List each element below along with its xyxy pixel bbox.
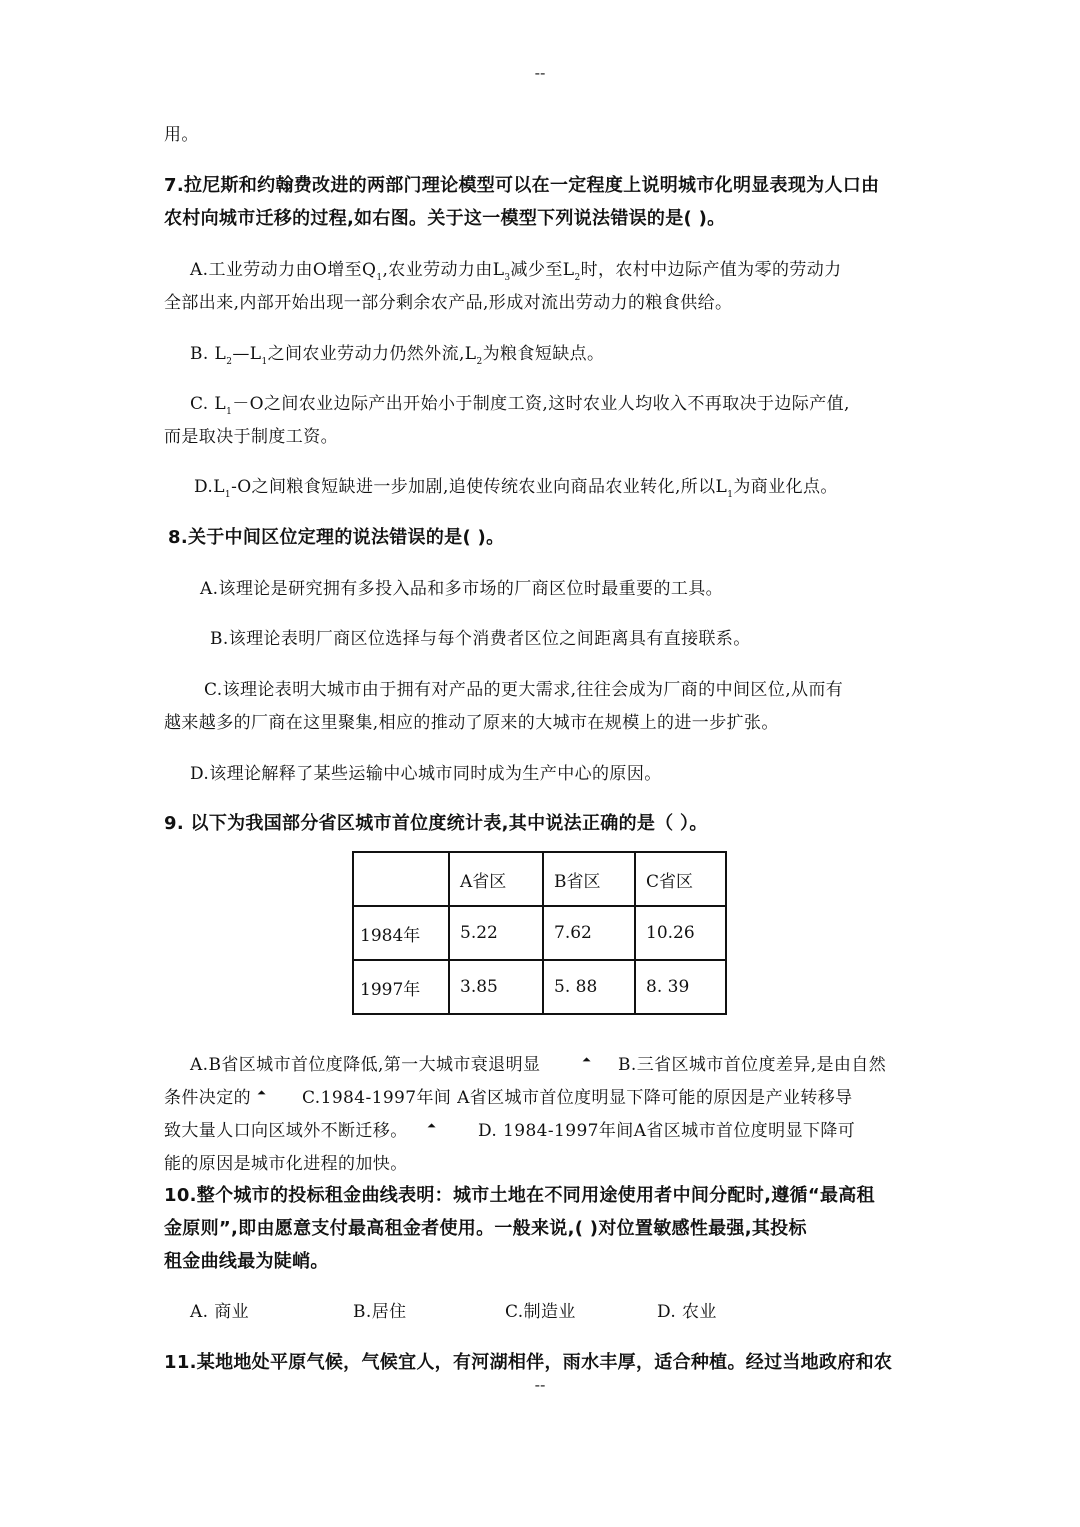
footer-mark: -- [534, 1376, 546, 1394]
paragraph-mark-icon: ⏶ [257, 1086, 266, 1099]
q7-b-text2: —L [232, 344, 262, 364]
q7-stem-line1: 7.拉尼斯和约翰费改进的两部门理论模型可以在一定程度上说明城市化明显表现为人口由 [164, 175, 880, 196]
table-header-cell: B省区 [543, 852, 635, 906]
q7-option-c-line1 [190, 389, 850, 417]
q10-option-c: C.制造业 [505, 1302, 576, 1322]
q10-stem-line1: 10.整个城市的投标租金曲线表明：城市土地在不同用途使用者中间分配时,遵循“最高租 [164, 1185, 875, 1206]
table-cell: 1984年 [353, 906, 449, 960]
q7-stem-line2: 农村向城市迁移的过程,如右图。关于这一模型下列说法错误的是( )。 [164, 208, 726, 229]
q9-options-line1a: A.B省区城市首位度降低,第一大城市衰退明显 [190, 1055, 541, 1075]
q9-options-line3a: 致大量人口向区域外不断迁移。 [164, 1121, 408, 1141]
table-header-cell [353, 852, 449, 906]
q9-options-line2b: C.1984-1997年间 A省区城市首位度明显下降可能的原因是产业转移导 [302, 1088, 853, 1108]
q7-b-text4: 为粮食短缺点。 [482, 344, 605, 364]
q8-option-c-line2: 越来越多的厂商在这里聚集,相应的推动了原来的大城市在规模上的进一步扩张。 [164, 713, 779, 733]
q9-stem: 9. 以下为我国部分省区城市首位度统计表,其中说法正确的是（ ）。 [164, 813, 708, 834]
q7-a-sub1: 1 [376, 273, 383, 283]
q7-a-text2: ,农业劳动力由L [382, 260, 505, 280]
q7-c-text1: C. L [190, 394, 227, 414]
q7-d-text2: -O之间粮食短缺进一步加剧,追使传统农业向商品农业转化,所以L [231, 477, 728, 497]
table-cell: 7.62 [543, 906, 635, 960]
q7-c-sub1: 1 [226, 407, 233, 417]
paragraph-mark-icon: ⏶ [582, 1053, 591, 1066]
q8-option-c-line1: C.该理论表明大城市由于拥有对产品的更大需求,往往会成为厂商的中间区位,从而有 [204, 680, 844, 700]
table-cell: 1997年 [353, 960, 449, 1014]
q7-d-sub2: 1 [727, 490, 734, 500]
q7-option-a-line2: 全部出来,内部开始出现一部分剩余农产品,形成对流出劳动力的粮食供给。 [164, 293, 733, 313]
q7-c-text2: －O之间农业边际产出开始小于制度工资,这时农业人均收入不再取决于边际产值, [232, 394, 850, 414]
q7-d-sub1: 1 [224, 490, 232, 500]
q7-a-sub3: 2 [574, 273, 581, 283]
q7-b-sub1: 2 [226, 357, 233, 367]
table-header-cell: A省区 [449, 852, 543, 906]
q8-stem: 8.关于中间区位定理的说法错误的是( )。 [168, 527, 505, 548]
q7-b-text3: 之间农业劳动力仍然外流,L [267, 344, 477, 364]
q7-d-text1: D.L [194, 477, 225, 497]
q10-option-d: D. 农业 [657, 1302, 717, 1322]
header-mark: -- [534, 64, 546, 82]
table-row [353, 906, 726, 960]
q7-a-text4: 时，农村中边际产值为零的劳动力 [580, 260, 842, 280]
q7-option-a-line1 [190, 255, 842, 283]
q9-options-line4: 能的原因是城市化进程的加快。 [164, 1154, 408, 1174]
q11-stem-line1: 11.某地地处平原气候，气候宜人，有河湖相伴，雨水丰厚，适合种植。经过当地政府和农 [164, 1352, 893, 1373]
q7-b-sub3: 2 [476, 357, 483, 367]
q7-b-sub2: 1 [261, 357, 268, 367]
q8-option-b: B.该理论表明厂商区位选择与每个消费者区位之间距离具有直接联系。 [210, 629, 751, 649]
q8-option-a: A.该理论是研究拥有多投入品和多市场的厂商区位时最重要的工具。 [200, 579, 724, 599]
table-cell: 10.26 [635, 906, 726, 960]
table-header-cell: C省区 [635, 852, 726, 906]
q10-option-a: A. 商业 [190, 1302, 250, 1322]
city-primacy-table [352, 851, 727, 1015]
q7-option-c-line2: 而是取决于制度工资。 [164, 427, 338, 447]
q8-option-d: D.该理论解释了某些运输中心城市同时成为生产中心的原因。 [190, 764, 662, 784]
q9-options-line2a: 条件决定的 [164, 1088, 251, 1108]
table-cell: 5.22 [449, 906, 543, 960]
q7-option-d [194, 472, 838, 500]
previous-question-tail: 用。 [164, 125, 199, 145]
table-cell: 8. 39 [635, 960, 726, 1014]
q7-a-sub2: 3 [504, 273, 511, 283]
q7-a-text3: 减少至L [510, 260, 575, 280]
q9-options-line1b: B.三省区城市首位度差异,是由自然 [618, 1055, 887, 1075]
table-row [353, 960, 726, 1014]
table-cell: 3.85 [449, 960, 543, 1014]
table-header-row [353, 852, 726, 906]
paragraph-mark-icon: ⏶ [427, 1119, 436, 1132]
q10-stem-line2: 金原则”,即由愿意支付最高租金者使用。一般来说,( )对位置敏感性最强,其投标 [164, 1218, 807, 1239]
q10-option-b: B.居住 [353, 1302, 407, 1322]
q7-b-text1: B. L [190, 344, 227, 364]
q7-a-text1: A.工业劳动力由O增至Q [190, 260, 377, 280]
q7-d-text3: 为商业化点。 [733, 477, 838, 497]
table-cell: 5. 88 [543, 960, 635, 1014]
q10-stem-line3: 租金曲线最为陡峭。 [164, 1251, 329, 1272]
q9-options-line3b: D. 1984-1997年间A省区城市首位度明显下降可 [478, 1121, 856, 1141]
q7-option-b [190, 339, 605, 367]
